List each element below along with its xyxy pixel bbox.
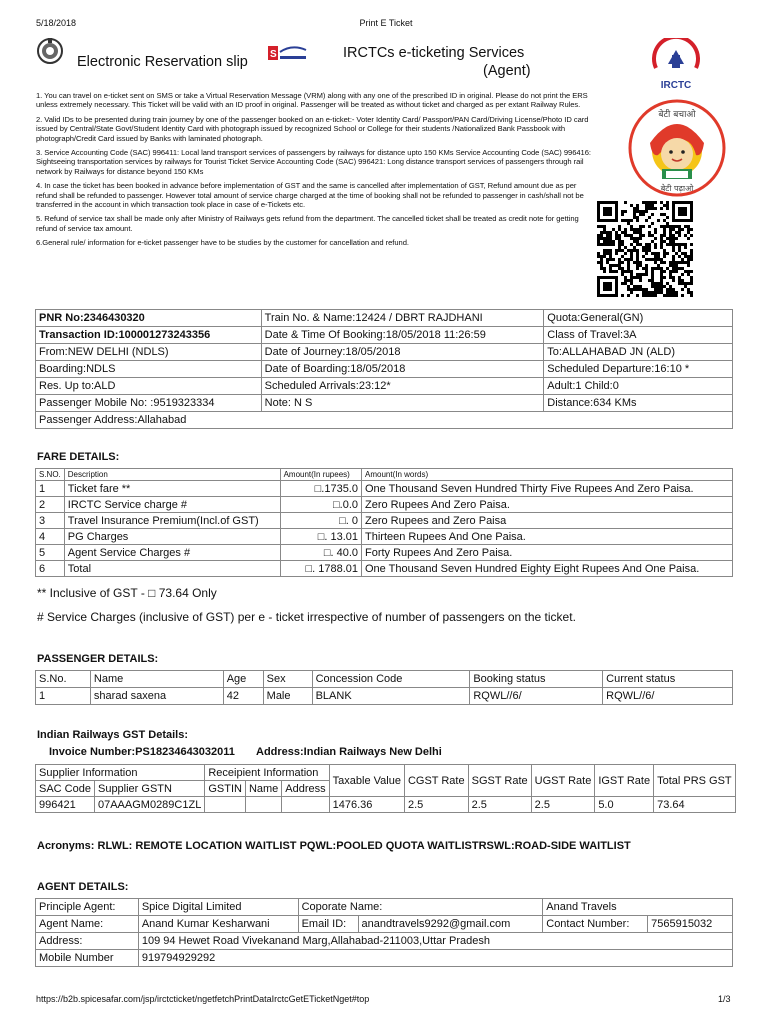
taxable-value-header: Taxable Value <box>329 765 404 797</box>
email-label: Email ID: <box>298 916 358 933</box>
pax-header-age: Age <box>223 671 263 688</box>
email-value: anandtravels9292@gmail.com <box>358 916 543 933</box>
igst-header: IGST Rate <box>595 765 654 797</box>
agent-row <box>36 933 733 950</box>
fare-amount: □. 40.0 <box>280 545 361 561</box>
recipient-gstin <box>205 797 246 813</box>
pax-sno: 1 <box>36 688 91 705</box>
instruction-6: 6.General rule/ information for e-ticket passenger have to be studies by the customer for cancellation and refund. <box>36 238 409 248</box>
res-upto-cell: Res. Up to:ALD <box>36 378 262 395</box>
cgst-rate: 2.5 <box>404 797 468 813</box>
fare-table <box>35 468 733 577</box>
passenger-row <box>36 688 733 705</box>
cgst-header: CGST Rate <box>404 765 468 797</box>
fare-row <box>36 529 733 545</box>
total-prs-gst: 73.64 <box>654 797 736 813</box>
quota-cell: Quota:General(GN) <box>544 310 733 327</box>
fare-amount: □. 13.01 <box>280 529 361 545</box>
fare-words: Thirteen Rupees And One Paisa. <box>362 529 733 545</box>
gst-header-row-1 <box>36 765 736 781</box>
agent-name-label: Agent Name: <box>36 916 139 933</box>
pax-age: 42 <box>223 688 263 705</box>
fare-row <box>36 481 733 497</box>
invoice-number: Invoice Number:PS18234643032011 <box>49 746 235 758</box>
fare-row <box>36 561 733 577</box>
fare-heading: FARE DETAILS: <box>37 451 120 463</box>
gst-data-row <box>36 797 736 813</box>
pnr-cell: PNR No:2346430320 <box>36 310 262 327</box>
journey-row <box>36 412 733 429</box>
sac-code-header: SAC Code <box>36 781 95 797</box>
journey-date-cell: Date of Journey:18/05/2018 <box>261 344 544 361</box>
corporate-label: Coporate Name: <box>298 899 543 916</box>
journey-row <box>36 378 733 395</box>
fare-words: One Thousand Seven Hundred Eighty Eight Rupees And One Paisa. <box>362 561 733 577</box>
fare-words: Forty Rupees And Zero Paisa. <box>362 545 733 561</box>
passenger-table <box>35 670 733 705</box>
pax-header-concession: Concession Code <box>312 671 470 688</box>
gstin-header: GSTIN <box>205 781 246 797</box>
gst-note: ** Inclusive of GST - □ 73.64 Only <box>37 586 217 600</box>
gst-table <box>35 764 736 813</box>
gst-address: Address:Indian Railways New Delhi <box>256 746 442 758</box>
journey-row <box>36 327 733 344</box>
fare-sno: 6 <box>36 561 65 577</box>
fare-header-sno: S.NO. <box>36 469 65 481</box>
journey-row <box>36 395 733 412</box>
fare-desc: PG Charges <box>64 529 280 545</box>
pax-name: sharad saxena <box>90 688 223 705</box>
journey-row <box>36 344 733 361</box>
address-value: 109 94 Hewet Road Vivekanand Marg,Allahabad-211003,Uttar Pradesh <box>138 933 732 950</box>
fare-sno: 5 <box>36 545 65 561</box>
pax-current-status: RQWL//6/ <box>603 688 733 705</box>
passenger-heading: PASSENGER DETAILS: <box>37 653 159 665</box>
principal-value: Spice Digital Limited <box>138 899 298 916</box>
fare-header-row <box>36 469 733 481</box>
sgst-header: SGST Rate <box>468 765 531 797</box>
service-subtitle: (Agent) <box>483 63 531 79</box>
agent-row <box>36 916 733 933</box>
fare-header-desc: Description <box>64 469 280 481</box>
pax-header-sno: S.No. <box>36 671 91 688</box>
sac-code: 996421 <box>36 797 95 813</box>
fare-words: One Thousand Seven Hundred Thirty Five Rupees And Zero Paisa. <box>362 481 733 497</box>
passenger-header-row <box>36 671 733 688</box>
fare-amount: □. 0 <box>280 513 361 529</box>
footer-url[interactable]: https://b2b.spicesafar.com/jsp/irctcticket/ngetfetchPrintDataIrctcGetETicketNget#top <box>36 994 370 1004</box>
recipient-info-header: Receipient Information <box>205 765 329 781</box>
fare-row <box>36 497 733 513</box>
recipient-address <box>282 797 329 813</box>
fare-sno: 2 <box>36 497 65 513</box>
passenger-address-cell: Passenger Address:Allahabad <box>36 412 733 429</box>
booking-time-cell: Date & Time Of Booking:18/05/2018 11:26:59 <box>261 327 544 344</box>
fare-desc: Ticket fare ** <box>64 481 280 497</box>
total-gst-header: Total PRS GST <box>654 765 736 797</box>
transaction-cell: Transaction ID:100001273243356 <box>36 327 262 344</box>
agent-row <box>36 899 733 916</box>
contact-label: Contact Number: <box>543 916 648 933</box>
distance-cell: Distance:634 KMs <box>544 395 733 412</box>
journey-row <box>36 361 733 378</box>
supplier-gstn: 07AAAGM0289C1ZL <box>94 797 204 813</box>
fare-desc: Total <box>64 561 280 577</box>
contact-value: 7565915032 <box>648 916 733 933</box>
fare-amount: □. 1788.01 <box>280 561 361 577</box>
corporate-value: Anand Travels <box>543 899 733 916</box>
to-cell: To:ALLAHABAD JN (ALD) <box>544 344 733 361</box>
passenger-count-cell: Adult:1 Child:0 <box>544 378 733 395</box>
pax-sex: Male <box>263 688 312 705</box>
instructions <box>36 91 594 248</box>
instruction-1: 1. You can travel on e-ticket sent on SMS or take a Virtual Reservation Message (VRM) along with any one of the prescribed ID in original. Please do not print the ERS unless extremely necessary. This Ticket will be valid with an ID proof in original. Passenger will be treated as without ticket and charged as per extant Railway Rules. <box>36 91 588 110</box>
pax-header-sex: Sex <box>263 671 312 688</box>
print-title: Print E Ticket <box>359 18 413 28</box>
fare-row <box>36 513 733 529</box>
train-cell: Train No. & Name:12424 / DBRT RAJDHANI <box>261 310 544 327</box>
pax-header-name: Name <box>90 671 223 688</box>
supplier-info-header: Supplier Information <box>36 765 205 781</box>
fare-desc: IRCTC Service charge # <box>64 497 280 513</box>
departure-cell: Scheduled Departure:16:10 * <box>544 361 733 378</box>
journey-table <box>35 309 733 429</box>
mobile-cell: Passenger Mobile No: :9519323334 <box>36 395 262 412</box>
recipient-name <box>245 797 281 813</box>
agent-table <box>35 898 733 967</box>
beti-bachao-mascot <box>628 99 726 197</box>
supplier-gstn-header: Supplier GSTN <box>94 781 204 797</box>
note-cell: Note: N S <box>261 395 544 412</box>
fare-desc: Travel Insurance Premium(Incl.of GST) <box>64 513 280 529</box>
fare-words: Zero Rupees and Zero Paisa <box>362 513 733 529</box>
pax-booking-status: RQWL//6/ <box>470 688 603 705</box>
igst-rate: 5.0 <box>595 797 654 813</box>
pax-header-booking-status: Booking status <box>470 671 603 688</box>
service-charge-note: # Service Charges (inclusive of GST) per e - ticket irrespective of number of passengers on the ticket. <box>37 610 576 624</box>
fare-desc: Agent Service Charges # <box>64 545 280 561</box>
fare-header-amount: Amount(In rupees) <box>280 469 361 481</box>
recipient-address-header: Address <box>282 781 329 797</box>
boarding-cell: Boarding:NDLS <box>36 361 262 378</box>
fare-sno: 1 <box>36 481 65 497</box>
class-cell: Class of Travel:3A <box>544 327 733 344</box>
agent-heading: AGENT DETAILS: <box>37 881 129 893</box>
mobile-value: 919794929292 <box>138 950 732 967</box>
instruction-5: 5. Refund of service tax shall be made only after Ministry of Railways gets refund from the department. The cancelled ticket shall be treated as credit note for getting refund of service tax amount. <box>36 214 579 233</box>
slip-title: Electronic Reservation slip <box>77 54 248 70</box>
arrival-cell: Scheduled Arrivals:23:12* <box>261 378 544 395</box>
agent-row <box>36 950 733 967</box>
irctc-logo-text: IRCTC <box>660 80 692 91</box>
page-number: 1/3 <box>718 994 731 1004</box>
mascot-bottom-text: बेटी पढ़ाओ <box>660 184 694 193</box>
agent-name-value: Anand Kumar Kesharwani <box>138 916 298 933</box>
fare-words: Zero Rupees And Zero Paisa. <box>362 497 733 513</box>
fare-sno: 4 <box>36 529 65 545</box>
address-label: Address: <box>36 933 139 950</box>
mascot-top-text: बेटी बचाओ <box>658 110 696 120</box>
qr-code <box>597 201 693 297</box>
railways-emblem-icon <box>37 37 63 65</box>
mobile-label: Mobile Number <box>36 950 139 967</box>
service-title: IRCTCs e-ticketing Services <box>343 45 525 61</box>
svg-text:S: S <box>270 49 277 60</box>
principal-label: Principle Agent: <box>36 899 139 916</box>
instruction-3: 3. Service Accounting Code (SAC) 996411: Local land transport services of passengers by railways for distance upto 150 KMs Service Accounting Code (SAC) 996416: Sightseeing transportation services by railways for Tourist Ticket Service Accounting Code (SAC) 996421: Long distance transport services of passengers through rail network by Railways for distance beyond 150 KMs <box>36 148 591 176</box>
ugst-header: UGST Rate <box>531 765 595 797</box>
acronyms: Acronyms: RLWL: REMOTE LOCATION WAITLIST PQWL:POOLED QUOTA WAITLISTRSWL:ROAD-SIDE WAITLIST <box>37 840 631 852</box>
taxable-value: 1476.36 <box>329 797 404 813</box>
pax-header-current-status: Current status <box>603 671 733 688</box>
print-date: 5/18/2018 <box>36 18 77 28</box>
fare-amount: □.0.0 <box>280 497 361 513</box>
irctc-logo <box>648 38 704 92</box>
journey-row <box>36 310 733 327</box>
instruction-2: 2. Valid IDs to be presented during train journey by one of the passenger booked on an e-ticket:- Voter Identity Card/ Passport/PAN Card/Driving License/Photo ID card issued by Central/State Govt/Student Identity Card with photograph issued by recognized School or College for their students /Nationalized Bank Passbook with photograph/Credit Card issued by Banks with laminated photograph. <box>36 114 589 143</box>
ugst-rate: 2.5 <box>531 797 595 813</box>
boarding-date-cell: Date of Boarding:18/05/2018 <box>261 361 544 378</box>
recipient-name-header: Name <box>245 781 281 797</box>
instruction-4: 4. In case the ticket has been booked in advance before implementation of GST and the same is cancelled after implementation of GST, Refund amount due as per refund shall be refunded to passenger. However total amount of service charge charged at the time of booking shall not be refunded to passenger in cash/shall not be transferred in the account in which transaction took place in case of e-Tickets etc. <box>36 181 584 210</box>
from-cell: From:NEW DELHI (NDLS) <box>36 344 262 361</box>
gst-heading: Indian Railways GST Details: <box>37 729 188 741</box>
fare-row <box>36 545 733 561</box>
pax-concession: BLANK <box>312 688 470 705</box>
sgst-rate: 2.5 <box>468 797 531 813</box>
spice-logo <box>268 44 310 64</box>
fare-amount: □.1735.0 <box>280 481 361 497</box>
fare-header-words: Amount(In words) <box>362 469 733 481</box>
fare-sno: 3 <box>36 513 65 529</box>
